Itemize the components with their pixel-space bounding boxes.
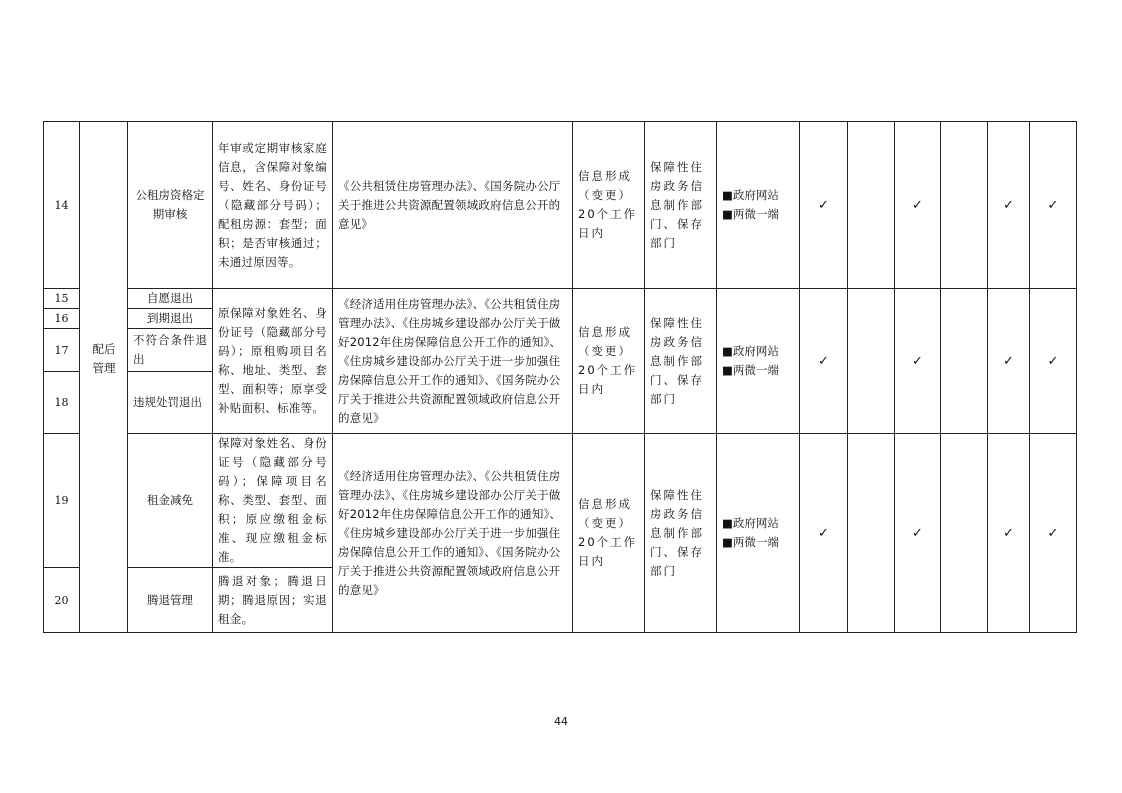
item-name: 腾退管理 xyxy=(128,568,213,633)
disclosure-channels xyxy=(717,434,800,633)
check-mark: ✓ xyxy=(800,289,848,434)
check-mark: ✓ xyxy=(988,289,1030,434)
disclosure-timing: 信息形成（变更）20个工作日内 xyxy=(573,289,645,434)
disclosure-content: 原保障对象姓名、身份证号（隐藏部分号码）；原租购项目名称、地址、类型、套型、面积等；原享受补贴面积、标准等。 xyxy=(213,289,333,434)
item-name: 不符合条件退出 xyxy=(128,329,213,372)
check-mark: ✓ xyxy=(988,434,1030,633)
disclosure-department: 保障性住房政务信息制作部门、保存部门 xyxy=(645,289,717,434)
disclosure-content: 保障对象姓名、身份证号（隐藏部分号码）；保障项目名称、类型、套型、面积；原应缴租金标准、现应缴租金标准。 xyxy=(213,434,333,568)
disclosure-timing: 信息形成（变更）20个工作日内 xyxy=(573,122,645,289)
check-mark: ✓ xyxy=(988,122,1030,289)
channel-website: ■政府网站 xyxy=(722,188,779,202)
channel-website: ■政府网站 xyxy=(722,344,779,358)
empty-cell xyxy=(848,434,895,633)
legal-basis: 《公共租赁住房管理办法》、《国务院办公厅关于推进公共资源配置领域政府信息公开的意见》 xyxy=(333,122,573,289)
row-number: 20 xyxy=(44,568,80,633)
item-name: 自愿退出 xyxy=(128,289,213,309)
row-number: 18 xyxy=(44,372,80,434)
check-mark: ✓ xyxy=(800,122,848,289)
table-row xyxy=(44,122,1077,289)
disclosure-channels xyxy=(717,289,800,434)
row-number: 16 xyxy=(44,309,80,329)
item-name: 到期退出 xyxy=(128,309,213,329)
check-mark: ✓ xyxy=(895,434,941,633)
disclosure-channels xyxy=(717,122,800,289)
table-row xyxy=(44,289,1077,309)
check-mark: ✓ xyxy=(800,434,848,633)
row-number: 15 xyxy=(44,289,80,309)
empty-cell xyxy=(941,289,988,434)
empty-cell xyxy=(848,289,895,434)
disclosure-department: 保障性住房政务信息制作部门、保存部门 xyxy=(645,122,717,289)
row-number: 17 xyxy=(44,329,80,372)
disclosure-department: 保障性住房政务信息制作部门、保存部门 xyxy=(645,434,717,633)
disclosure-table xyxy=(43,121,1077,633)
legal-basis: 《经济适用住房管理办法》、《公共租赁住房管理办法》、《住房城乡建设部办公厅关于做好2012年住房保障信息公开工作的通知》、《住房城乡建设部办公厅关于进一步加强住房保障信息公开工作的通知》、《国务院办公厅关于推进公共资源配置领域政府信息公开的意见》 xyxy=(333,289,573,434)
table-row xyxy=(44,434,1077,568)
channel-mobile: ■两微一端 xyxy=(722,207,779,221)
page-number: 44 xyxy=(554,715,568,728)
item-name: 租金减免 xyxy=(128,434,213,568)
item-name: 公租房资格定期审核 xyxy=(128,122,213,289)
disclosure-content: 年审或定期审核家庭信息，含保障对象编号、姓名、身份证号（隐藏部分号码）；配租房源：套型；面积；是否审核通过；未通过原因等。 xyxy=(213,122,333,289)
check-mark: ✓ xyxy=(1030,434,1077,633)
check-mark: ✓ xyxy=(1030,289,1077,434)
empty-cell xyxy=(941,122,988,289)
row-number: 14 xyxy=(44,122,80,289)
channel-mobile: ■两微一端 xyxy=(722,535,779,549)
category-label: 配后管理 xyxy=(92,342,116,375)
check-mark: ✓ xyxy=(895,122,941,289)
disclosure-content: 腾退对象；腾退日期；腾退原因；实退租金。 xyxy=(213,568,333,633)
row-number: 19 xyxy=(44,434,80,568)
disclosure-timing: 信息形成（变更）20个工作日内 xyxy=(573,434,645,633)
legal-basis: 《经济适用住房管理办法》、《公共租赁住房管理办法》、《住房城乡建设部办公厅关于做好2012年住房保障信息公开工作的通知》、《住房城乡建设部办公厅关于进一步加强住房保障信息公开工作的通知》、《国务院办公厅关于推进公共资源配置领域政府信息公开的意见》 xyxy=(333,434,573,633)
check-mark: ✓ xyxy=(895,289,941,434)
empty-cell xyxy=(848,122,895,289)
check-mark: ✓ xyxy=(1030,122,1077,289)
channel-mobile: ■两微一端 xyxy=(722,363,779,377)
item-name: 违规处罚退出 xyxy=(128,372,213,434)
channel-website: ■政府网站 xyxy=(722,516,779,530)
empty-cell xyxy=(941,434,988,633)
